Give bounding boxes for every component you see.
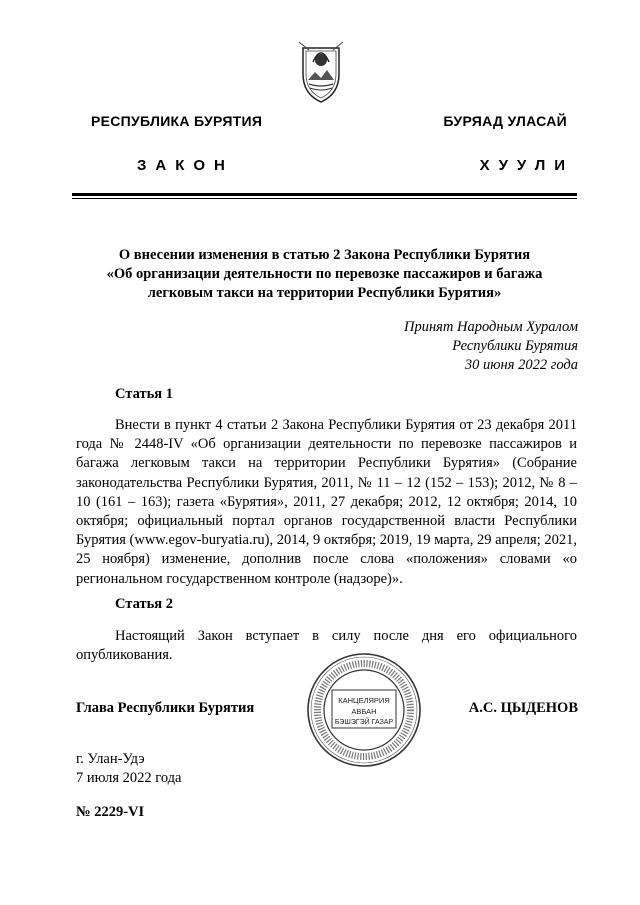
law-title-line: О внесении изменения в статью 2 Закона Республики Бурятия [118,247,531,263]
adoption-line: Принят Народным Хуралом [403,319,578,335]
republic-name-russian: РЕСПУБЛИКА БУРЯТИЯ [91,113,263,129]
adoption-date: 30 июня 2022 года [464,357,578,373]
adoption-note [404,318,578,375]
stamp-text: АВБАН [351,707,377,716]
article-2-text: Настоящий Закон вступает в силу после дня его официального опубликования. [76,628,577,664]
coat-of-arms-icon [297,40,345,104]
law-title-line: легковым такси на территории Республики Бурятия» [147,285,502,301]
place-and-date [76,750,182,788]
signing-date: 7 июля 2022 года [76,770,182,786]
republic-name-buryat: БУРЯАД УЛАСАЙ [443,113,567,129]
signatory-position: Глава Республики Бурятия [76,700,255,716]
law-label-buryat: ХУУЛИ [479,157,574,174]
official-seal-stamp [306,652,422,768]
law-number: № 2229-VI [76,804,145,820]
stamp-text: КАНЦЕЛЯРИЯ [338,696,390,705]
article-1-text: Внести в пункт 4 статьи 2 Закона Республики Бурятия от 23 декабря 2011 года № 2448-IV «Об организации деятельности по перевозке пассажиров и багажа легковым такси на территории Республики Бурятия» (Собрание законодательства Республики Бурятия, 2011, № 11 – 12 (152 – 153); 2012, № 8 – 10 (161 – 163); газета «Бурятия», 2011, 27 декабря; 2012, 12 октября; 2014, 10 октября; официальный портал органов государственной власти Республики Бурятия (www.egov-buryatia.ru), 2014, 9 октября; 2019, 19 марта, 29 апреля; 2021, 25 ноября) изменение, дополнив после слова «положения» словами «о региональном государственном контроле (надзоре)». [76,417,577,587]
adoption-line: Республики Бурятия [452,338,578,354]
header-rule-thin [72,198,577,199]
stamp-text: БЭШЭГЭЙ ГАЗАР [334,719,394,726]
city: г. Улан-Удэ [76,751,145,767]
article-1-heading: Статья 1 [115,386,173,402]
law-label-russian: ЗАКОН [137,157,234,174]
signatory-name: А.С. ЦЫДЕНОВ [468,700,578,716]
law-title-line: «Об организации деятельности по перевозке пассажиров и багажа [106,266,543,282]
article-2-heading: Статья 2 [115,596,173,612]
law-title [72,246,577,303]
header-rule-thick [72,193,577,196]
